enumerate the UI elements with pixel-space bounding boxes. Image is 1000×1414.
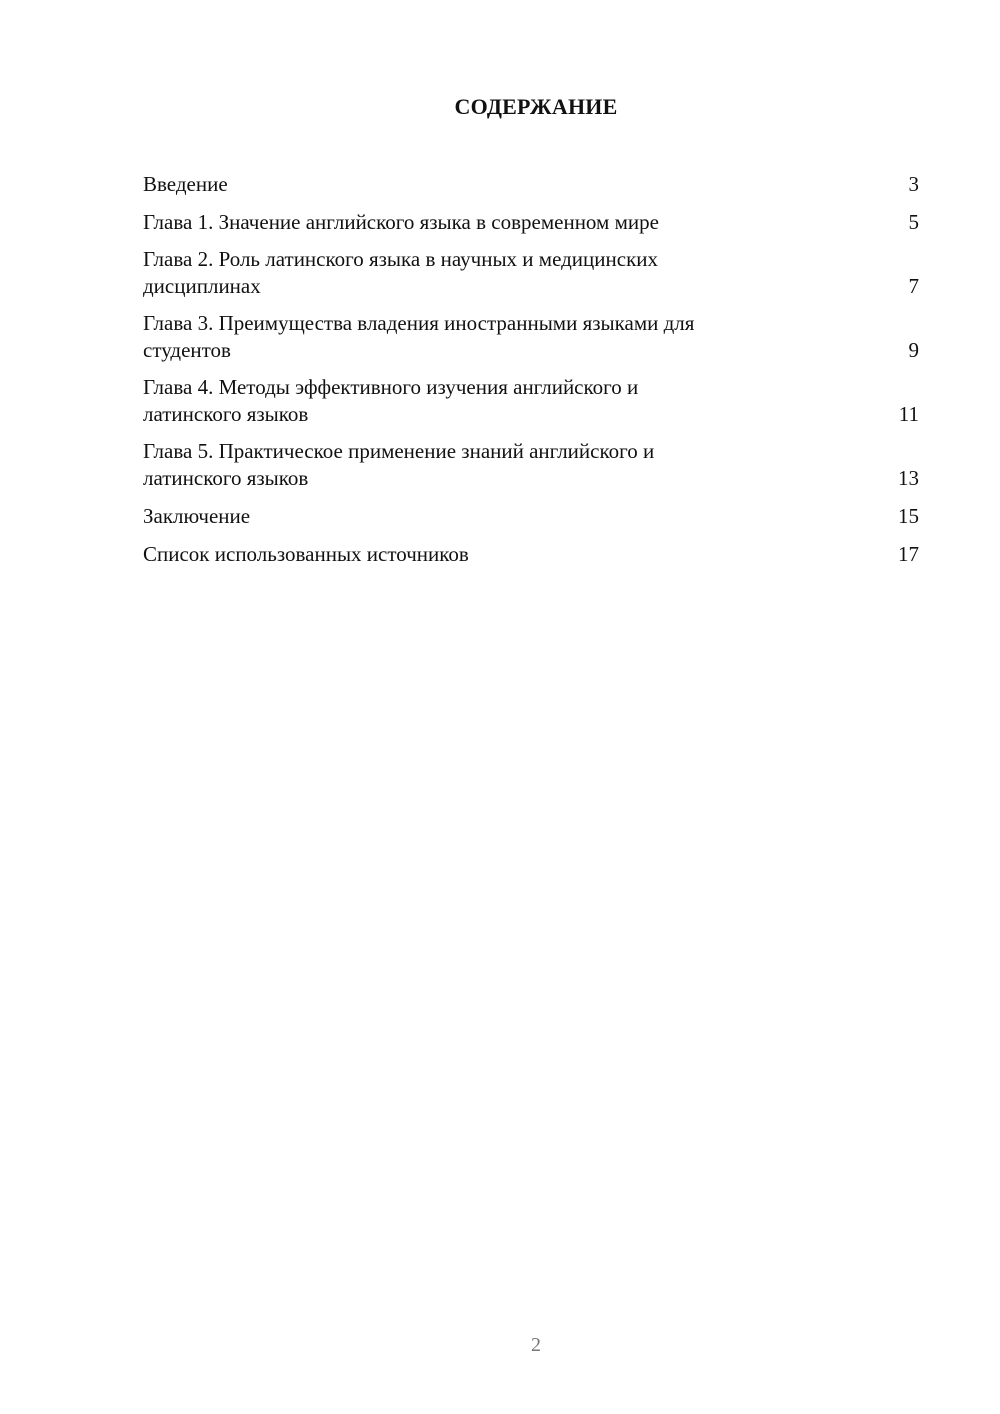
toc-entry-line: Глава 4. Методы эффективного изучения английского и <box>143 375 639 399</box>
table-of-contents <box>143 170 919 578</box>
toc-entry-title <box>143 208 879 236</box>
toc-entry-line: дисциплинах <box>143 274 261 298</box>
toc-entry-line: латинского языков <box>143 402 309 426</box>
toc-entry-line: Введение <box>143 172 228 196</box>
toc-entry-title <box>143 374 879 428</box>
toc-entry-chapter-4 <box>143 374 919 428</box>
toc-entry-line: Глава 5. Практическое применение знаний английского и <box>143 439 655 463</box>
toc-entry-title <box>143 438 879 492</box>
toc-entry-page: 15 <box>898 504 919 528</box>
toc-entry-title <box>143 540 879 568</box>
toc-entry-title <box>143 246 879 300</box>
toc-entry-introduction <box>143 170 919 198</box>
toc-entry-chapter-3 <box>143 310 919 364</box>
toc-entry-line: Глава 2. Роль латинского языка в научных и медицинских <box>143 247 659 271</box>
toc-entry-references <box>143 540 919 568</box>
toc-entry-title <box>143 502 879 530</box>
page-number: 2 <box>531 1334 541 1356</box>
toc-entry-title <box>143 310 879 364</box>
toc-entry-page: 5 <box>908 210 919 234</box>
toc-entry-page: 3 <box>908 172 919 196</box>
toc-entry-line: Список использованных источников <box>143 542 469 566</box>
toc-entry-page: 9 <box>908 338 919 362</box>
toc-entry-line: Глава 1. Значение английского языка в современном мире <box>143 210 659 234</box>
toc-entry-line: Заключение <box>143 504 251 528</box>
toc-entry-chapter-1 <box>143 208 919 236</box>
toc-entry-chapter-5 <box>143 438 919 492</box>
toc-entry-chapter-2 <box>143 246 919 300</box>
toc-entry-line: Глава 3. Преимущества владения иностранными языками для <box>143 311 695 335</box>
toc-entry-title <box>143 170 879 198</box>
toc-entry-line: латинского языков <box>143 466 309 490</box>
page-title: СОДЕРЖАНИЕ <box>454 94 618 119</box>
toc-entry-page: 11 <box>898 402 919 426</box>
toc-entry-conclusion <box>143 502 919 530</box>
toc-entry-line: студентов <box>143 338 231 362</box>
toc-entry-page: 7 <box>908 274 919 298</box>
toc-entry-page: 17 <box>898 542 919 566</box>
toc-entry-page: 13 <box>898 466 919 490</box>
